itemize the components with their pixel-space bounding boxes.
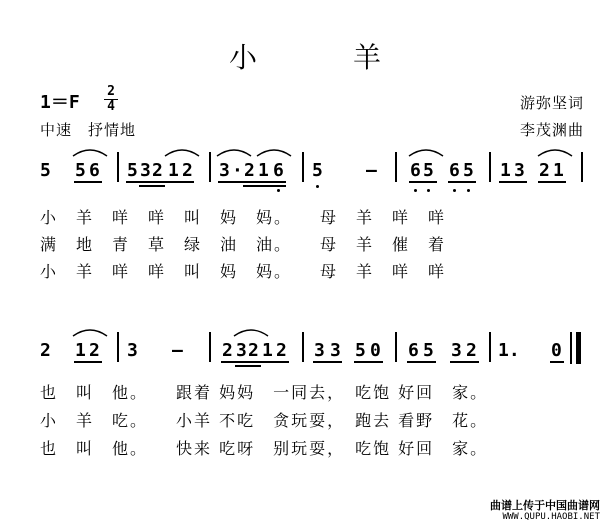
final-barline-thick — [576, 332, 581, 364]
barline — [117, 152, 119, 182]
beam — [409, 181, 437, 183]
note: 5 — [127, 160, 138, 181]
note: 6 — [408, 340, 419, 361]
slur — [214, 144, 254, 158]
slur — [70, 144, 110, 158]
beam — [243, 185, 286, 187]
note: 3 — [127, 340, 138, 361]
watermark-site: 曲谱上传于中国曲谱网 — [490, 499, 600, 512]
lyric-verse-1: 小 羊 咩 咩 叫 妈 妈。 母 羊 咩 咩 — [40, 208, 447, 227]
key-signature: 1＝F — [40, 92, 80, 113]
note: 2 — [152, 160, 163, 181]
note: 5 — [423, 340, 434, 361]
note: 5 — [423, 160, 434, 181]
note: 1 — [258, 160, 269, 181]
note: 1 — [262, 340, 273, 361]
beam — [218, 181, 286, 183]
octave-dot — [453, 189, 456, 192]
note: 2 — [222, 340, 233, 361]
note: 3 — [330, 340, 341, 361]
watermark-url: WWW.QUPU.HAOBI.NET — [502, 512, 600, 522]
note: 2 — [276, 340, 287, 361]
beam — [221, 361, 289, 363]
octave-dot — [427, 189, 430, 192]
slur — [70, 324, 110, 338]
lyric-verse-3: 也 叫 他。 快来 吃呀 别玩耍， 吃饱 好回 家。 — [40, 439, 489, 458]
lyric-verse-3: 小 羊 咩 咩 叫 妈 妈。 母 羊 咩 咩 — [40, 262, 447, 281]
slur — [406, 144, 446, 158]
note: 2 — [40, 340, 51, 361]
note-dot: · — [232, 160, 243, 181]
lyricist-credit: 游弥坚词 — [519, 94, 584, 112]
barline — [302, 152, 304, 182]
note: 5 — [312, 160, 323, 181]
time-signature-top: 2 — [107, 84, 115, 99]
note: 3 — [314, 340, 325, 361]
beam — [550, 361, 564, 363]
note: 6 — [89, 160, 100, 181]
note: 3 — [140, 160, 151, 181]
note: 5 — [75, 160, 86, 181]
note: 6 — [273, 160, 284, 181]
slur — [231, 324, 271, 338]
note: 2 — [89, 340, 100, 361]
note: 2 — [539, 160, 550, 181]
barline — [302, 332, 304, 362]
note: 1 — [75, 340, 86, 361]
beam — [126, 181, 194, 183]
note: 2 — [182, 160, 193, 181]
beam — [448, 181, 476, 183]
barline — [581, 152, 583, 182]
beam — [139, 185, 165, 187]
lyric-verse-2: 满 地 青 草 绿 油 油。 母 羊 催 着 — [40, 235, 447, 254]
beam — [313, 361, 342, 363]
octave-dot — [414, 189, 417, 192]
time-signature-bottom: 4 — [107, 99, 115, 114]
lyric-verse-1: 也 叫 他。 跟着 妈妈 一同去， 吃饱 好回 家。 — [40, 383, 489, 402]
barline — [395, 332, 397, 362]
note: 3 — [514, 160, 525, 181]
note-hold: – — [366, 160, 377, 181]
tempo-marking: 中速 抒情地 — [40, 121, 137, 139]
slur — [162, 144, 202, 158]
note: 5 — [463, 160, 474, 181]
time-signature — [104, 86, 118, 113]
beam — [499, 181, 527, 183]
note: 1 — [168, 160, 179, 181]
note-rest: 0 — [551, 340, 562, 361]
lyric-verse-2: 小 羊 吃。 小羊 不吃 贪玩耍， 跑去 看野 花。 — [40, 411, 489, 430]
final-barline-thin — [570, 332, 572, 364]
barline — [395, 152, 397, 182]
song-title: 小 羊 — [228, 41, 415, 74]
barline — [209, 152, 211, 182]
barline — [209, 332, 211, 362]
barline — [489, 152, 491, 182]
octave-dot — [277, 189, 280, 192]
note: 2 — [248, 340, 259, 361]
note: 6 — [410, 160, 421, 181]
note: 6 — [449, 160, 460, 181]
slur — [254, 144, 294, 158]
note: 5 — [40, 160, 51, 181]
slur — [535, 144, 575, 158]
barline — [489, 332, 491, 362]
octave-dot — [467, 189, 470, 192]
note: 3 — [451, 340, 462, 361]
octave-dot — [316, 185, 319, 188]
beam — [538, 181, 566, 183]
beam — [235, 365, 261, 367]
note: 2 — [466, 340, 477, 361]
barline — [117, 332, 119, 362]
note: 1 — [553, 160, 564, 181]
beam — [74, 361, 102, 363]
note: 0 — [370, 340, 381, 361]
note-dotted: 1. — [498, 340, 520, 361]
beam — [450, 361, 479, 363]
beam — [74, 181, 102, 183]
note: 3 — [219, 160, 230, 181]
composer-credit: 李茂渊曲 — [519, 121, 584, 139]
note: 3 — [236, 340, 247, 361]
beam — [407, 361, 436, 363]
note: 2 — [244, 160, 255, 181]
note: 5 — [355, 340, 366, 361]
note: 1 — [500, 160, 511, 181]
note-hold: – — [172, 340, 183, 361]
beam — [354, 361, 383, 363]
